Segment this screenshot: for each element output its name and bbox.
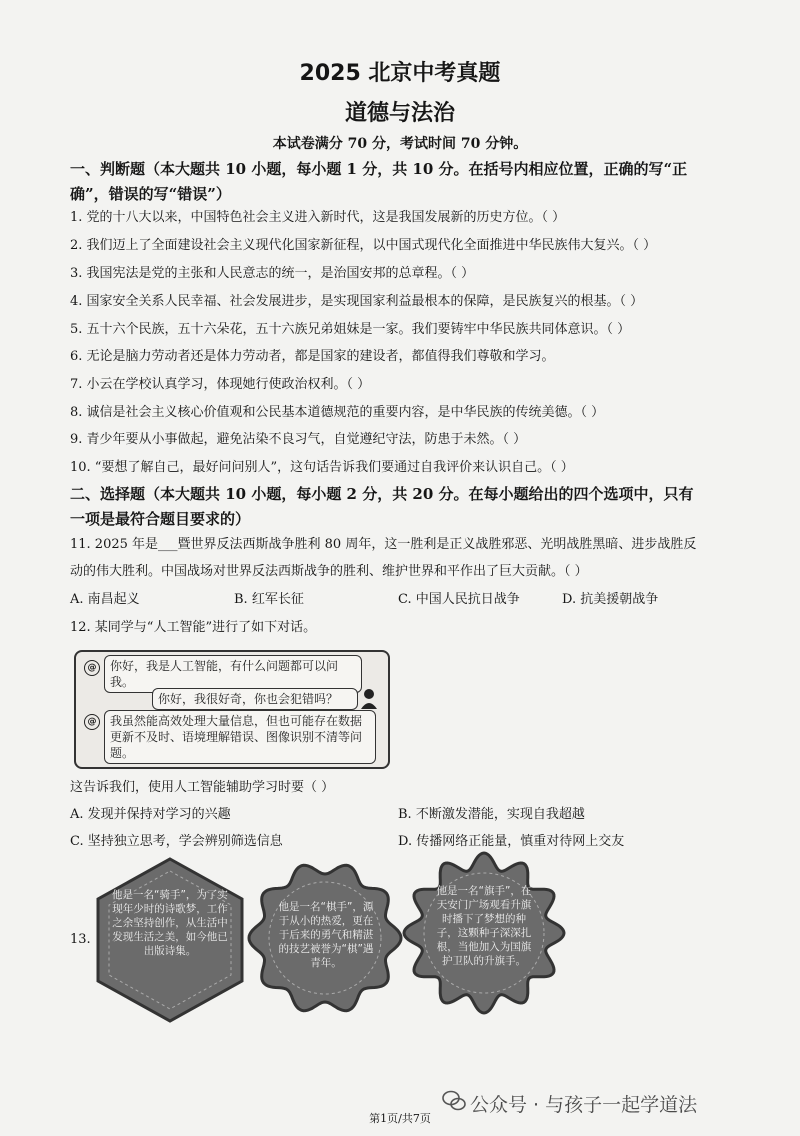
q11-option-a: A. 南昌起义 [70, 592, 140, 607]
question-11: 11. 2025 年是___暨世界反法西斯战争胜利 80 周年，这一胜利是正义战胜邪恶、光明战胜黑暗、进步战胜反 [70, 537, 697, 552]
user-avatar-icon [360, 688, 378, 710]
question-4: 4. 国家安全关系人民幸福、社会发展进步，是实现国家利益最根本的保障，是民族复兴的根基。（ ） [70, 294, 644, 309]
exam-title: 2025 北京中考真题 [299, 61, 501, 86]
question-3: 3. 我国宪法是党的主张和人民意志的统一，是治国安邦的总章程。（ ） [70, 266, 475, 281]
q12-option-b: B. 不断激发潜能，实现自我超越 [398, 807, 585, 822]
q11-option-c: C. 中国人民抗日战争 [398, 592, 520, 607]
q11-option-d: D. 抗美援朝战争 [562, 592, 659, 607]
q12-option-a: A. 发现并保持对学习的兴趣 [70, 807, 231, 822]
user-message: 你好，我很好奇，你也会犯错吗？ [152, 688, 358, 710]
ai-icon: @ [84, 714, 100, 730]
section2-heading: 二、选择题（本大题共 10 小题，每小题 2 分，共 20 分。在每小题给出的四个选项中，只有 [70, 485, 694, 503]
question-6: 6. 无论是脑力劳动者还是体力劳动者，都是国家的建设者，都值得我们尊敬和学习。 [70, 349, 555, 364]
question-1: 1. 党的十八大以来，中国特色社会主义进入新时代，这是我国发展新的历史方位。（ ） [70, 210, 566, 225]
question-12-prompt: 这告诉我们，使用人工智能辅助学习时要（ ） [70, 780, 335, 795]
question-13-number: 13. [70, 932, 91, 947]
ai-message-2: 我虽然能高效处理大量信息，但也可能存在数据更新不及时、语境理解错误、图像识别不清等问题。 [104, 710, 376, 764]
subject-title: 道德与法治 [344, 101, 455, 126]
ai-message-1: 你好，我是人工智能，有什么问题都可以问我。 [104, 655, 362, 693]
ai-icon: @ [84, 660, 100, 676]
question-7: 7. 小云在学校认真学习，体现她行使政治权利。（ ） [70, 377, 371, 392]
section2-heading-cont: 一项是最符合题目要求的） [70, 510, 251, 528]
question-10: 10. “要想了解自己，最好问问别人”，这句话告诉我们要通过自我评价来认识自己。（ ） [70, 460, 574, 475]
question-12: 12. 某同学与“人工智能”进行了如下对话。 [70, 620, 317, 635]
question-2: 2. 我们迈上了全面建设社会主义现代化国家新征程，以中国式现代化全面推进中华民族伟大复兴。（ ） [70, 238, 657, 253]
section1-heading: 一、判断题（本大题共 10 小题，每小题 1 分，共 10 分。在括号内相应位置，正确的写“正 [70, 160, 688, 178]
q12-option-c: C. 坚持独立思考，学会辨别筛选信息 [70, 834, 283, 849]
watermark: 公众号 · 与孩子一起学道法 [470, 1094, 698, 1116]
q11-option-b: B. 红军长征 [234, 592, 304, 607]
question-11-cont: 动的伟大胜利。中国战场对世界反法西斯战争的胜利、维护世界和平作出了巨大贡献。（ ） [70, 564, 588, 579]
badge-chess-player: 他是一名“棋手”，源于从小的热爱，更在于后来的勇气和精湛的技艺被誉为“棋”遇青年。 [278, 901, 374, 969]
question-8: 8. 诚信是社会主义核心价值观和公民基本道德规范的重要内容，是中华民族的传统美德。（ ） [70, 405, 605, 420]
ai-chat-illustration [74, 650, 390, 769]
badge-flag-bearer: 他是一名“旗手”，在天安门广场观看升旗时播下了梦想的种子，这颗种子深深扎根，当他加入为国旗护卫队的升旗手。 [436, 885, 532, 967]
exam-info: 本试卷满分 70 分，考试时间 70 分钟。 [272, 136, 528, 152]
question-9: 9. 青少年要从小事做起，避免沾染不良习气，自觉遵纪守法，防患于未然。（ ） [70, 432, 527, 447]
section1-heading-cont: 确”，错误的写“错误”） [70, 185, 231, 203]
page-number: 第1页/共7页 [369, 1112, 431, 1125]
badge-rider: 他是一名“骑手”，为了实现年少时的诗歌梦，工作之余坚持创作，从生活中发现生活之美，如今他已出版诗集。 [112, 889, 228, 957]
wechat-icon [442, 1090, 466, 1112]
question-5: 5. 五十六个民族，五十六朵花，五十六族兄弟姐妹是一家。我们要铸牢中华民族共同体意识。（ ） [70, 322, 631, 337]
q12-option-d: D. 传播网络正能量，慎重对待网上交友 [398, 834, 625, 849]
